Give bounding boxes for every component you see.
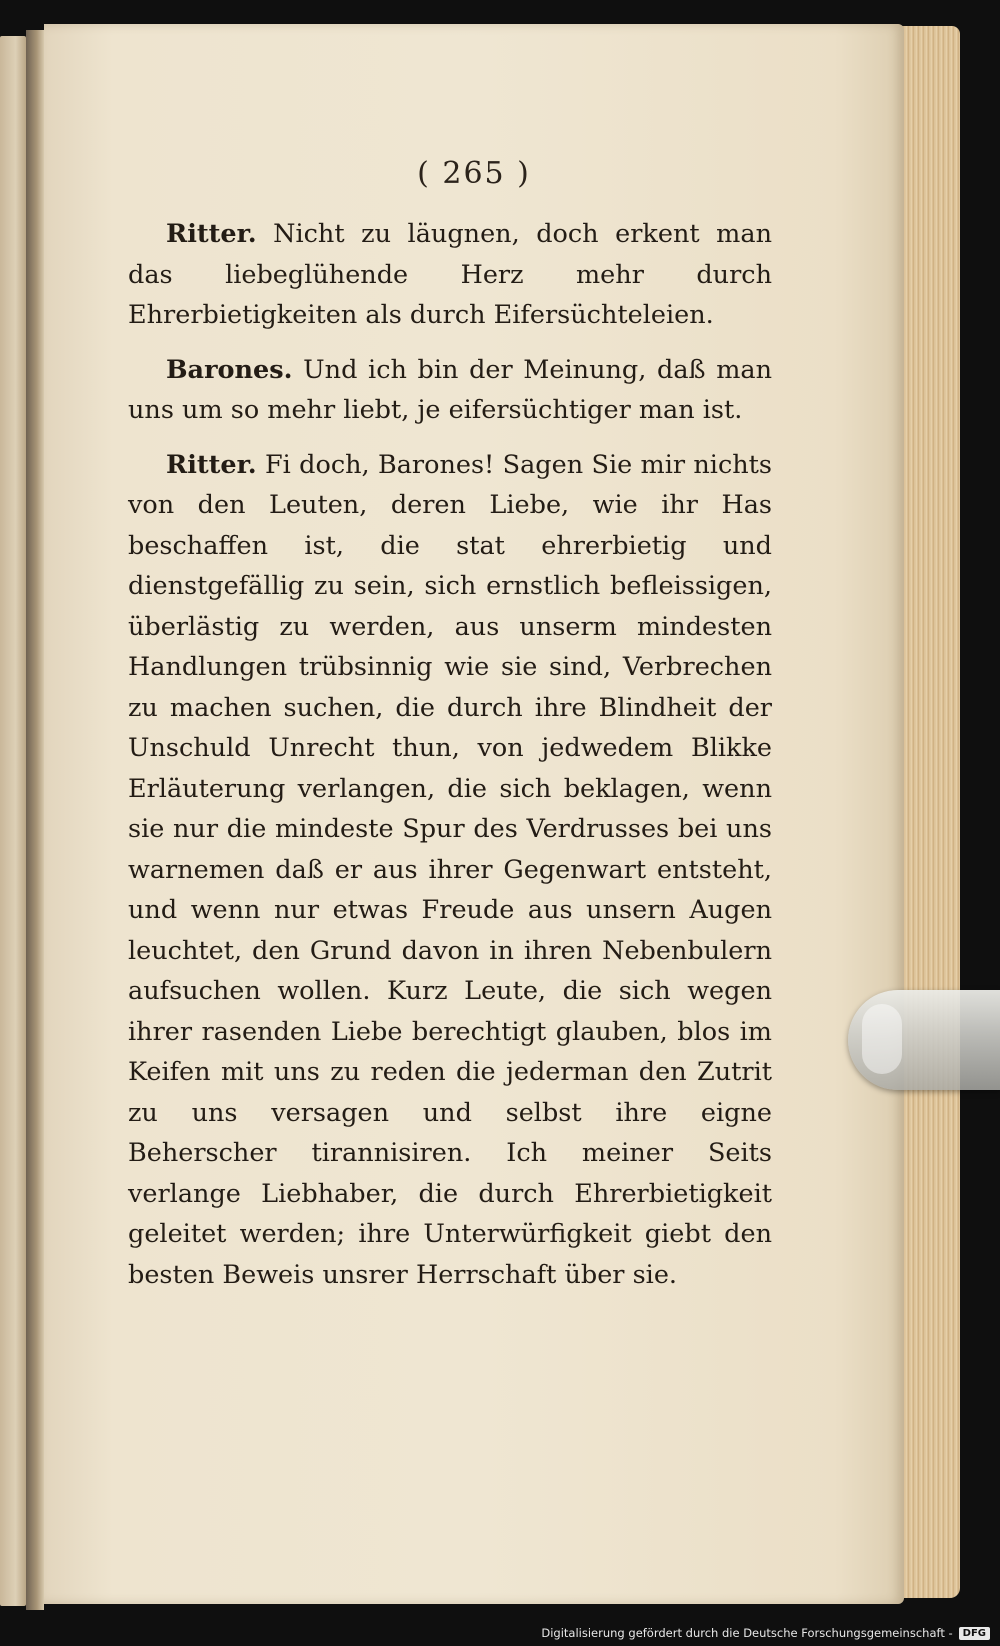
speaker-name: Ritter. [166,449,257,480]
dfg-logo-icon: DFG [959,1627,990,1640]
footer-text: Digitalisierung gefördert durch die Deutsche Forschungsgemeinschaft - [541,1626,953,1640]
book-clip [848,990,1000,1090]
previous-page-edge [0,36,26,1606]
paragraph-text: Fi doch, Barones! Sagen Sie mir nichts von den Leuten, deren Liebe, wie ihr Has beschaffen ist, die stat ehrerbietig und dienstgefällig zu sein, sich ernstlich befleissigen, überlästig zu werden, aus unserm mindesten Handlungen trübsinnig wie sie sind, Verbrechen zu machen suchen, die durch ihre Blindheit der Unschuld Unrecht thun, von jedwedem Blikke Erläuterung verlangen, die sich beklagen, wenn sie nur die mindeste Spur des Verdrusses bei uns warnemen daß er aus ihrer Gegenwart entsteht, und wenn nur etwas Freude aus unsern Augen leuchtet, den Grund davon in ihren Nebenbulern aufsuchen wollen. Kurz Leute, die sich wegen ihrer rasenden Liebe berechtigt glauben, blos im Keifen mit uns zu reden die jederman den Zutrit zu uns versagen und selbst ihre eigne Beherscher tirannisiren. Ich meiner Seits verlange Liebhaber, die durch Ehrerbietigkeit geleitet werden; ihre Unterwürfigkeit giebt den besten Beweis unsrer Herrschaft über sie. [128,449,772,1290]
book-page [44,24,904,1604]
paragraph [128,445,772,1296]
page-text [128,214,772,1309]
paragraph [128,350,772,431]
page-edges [900,26,960,1598]
digitization-footer [541,1624,990,1642]
page-number: ( 265 ) [417,156,531,191]
book-gutter [26,30,44,1610]
paragraph-text: Und ich bin der Meinung, daß man uns um so mehr liebt, je eifersüchtiger man ist. [128,354,772,425]
speaker-name: Ritter. [166,219,257,249]
clip-highlight [862,1004,902,1074]
speaker-name: Barones. [166,354,293,385]
paragraph [128,214,772,336]
paragraph-text: Nicht zu läugnen, doch erkent man das liebeglühende Herz mehr durch Ehrerbietigkeiten als durch Eifersüchteleien. [128,219,772,330]
